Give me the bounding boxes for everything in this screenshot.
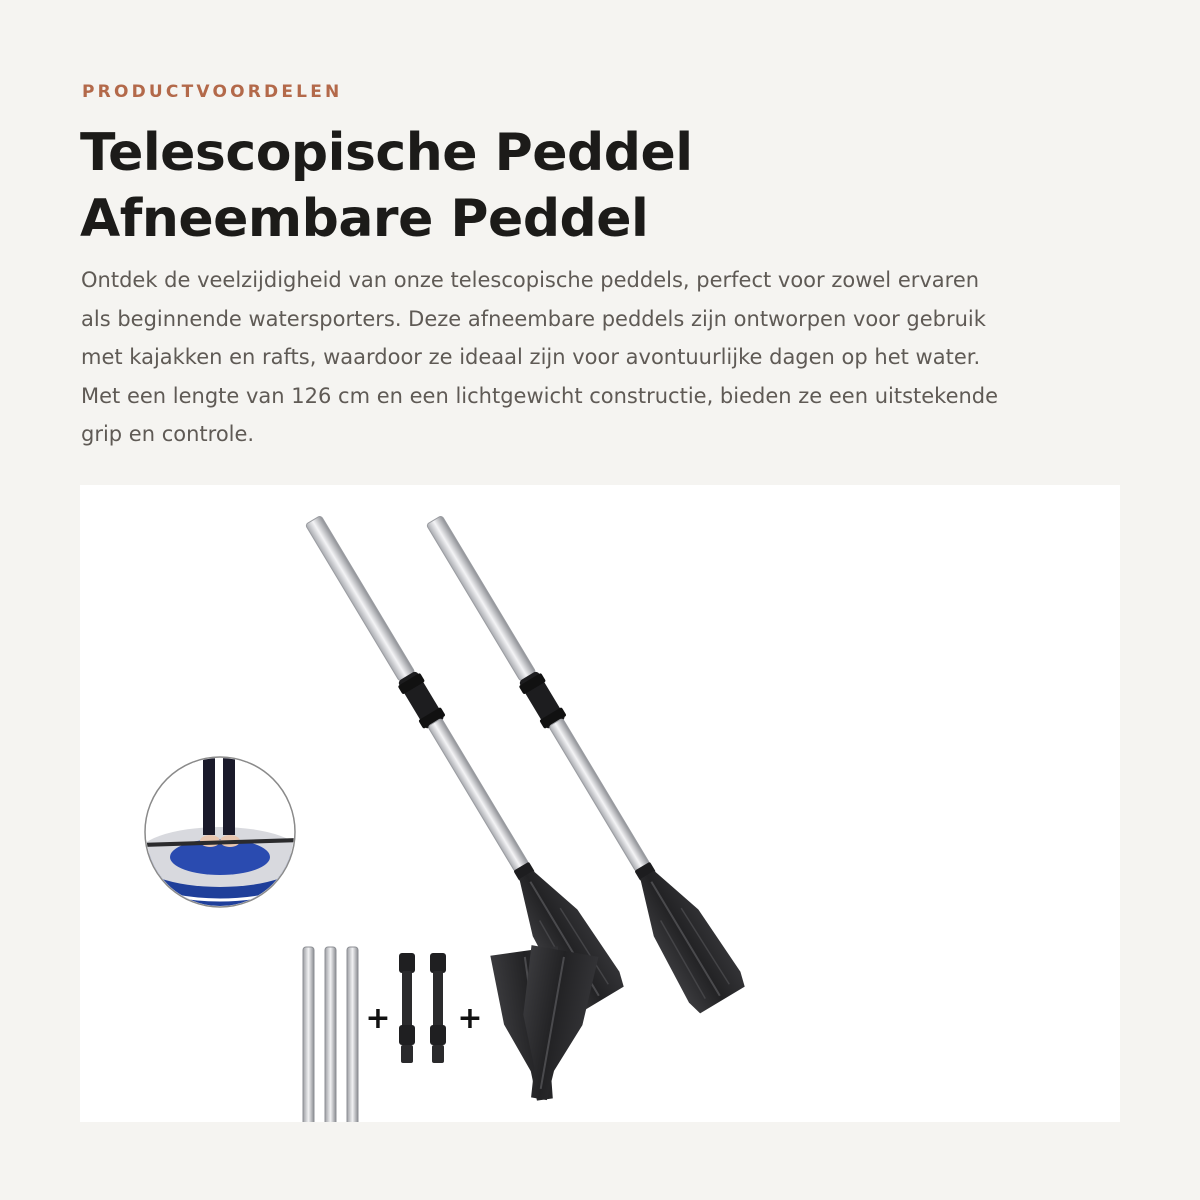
description-line: als beginnende watersporters. Deze afneembare peddels zijn ontworpen voor gebruik bbox=[81, 306, 986, 331]
plus-sign: + bbox=[365, 1001, 391, 1036]
product-image bbox=[80, 485, 1120, 1122]
title-line-2: Afneembare Peddel bbox=[80, 189, 649, 249]
product-description bbox=[81, 261, 1091, 454]
spare-tubes bbox=[303, 947, 358, 1122]
paddle-illustration bbox=[80, 485, 1120, 1122]
connector-pieces bbox=[399, 953, 446, 1063]
title-line-1: Telescopische Peddel bbox=[80, 123, 693, 183]
plus-sign: + bbox=[457, 1001, 483, 1036]
description-line: Met een lengte van 126 cm en een lichtgewicht constructie, bieden ze een uitstekende bbox=[81, 383, 999, 408]
description-line: met kajakken en rafts, waardoor ze ideaal zijn voor avontuurlijke dagen op het water. bbox=[81, 345, 981, 369]
page-title bbox=[80, 120, 693, 252]
spare-blades bbox=[490, 945, 598, 1105]
boat-inset-photo bbox=[125, 755, 315, 915]
description-line: Ontdek de veelzijdigheid van onze telescopische peddels, perfect voor zowel ervaren bbox=[81, 268, 980, 292]
section-eyebrow: PRODUCTVOORDELEN bbox=[82, 82, 343, 102]
description-line: grip en controle. bbox=[81, 422, 255, 446]
